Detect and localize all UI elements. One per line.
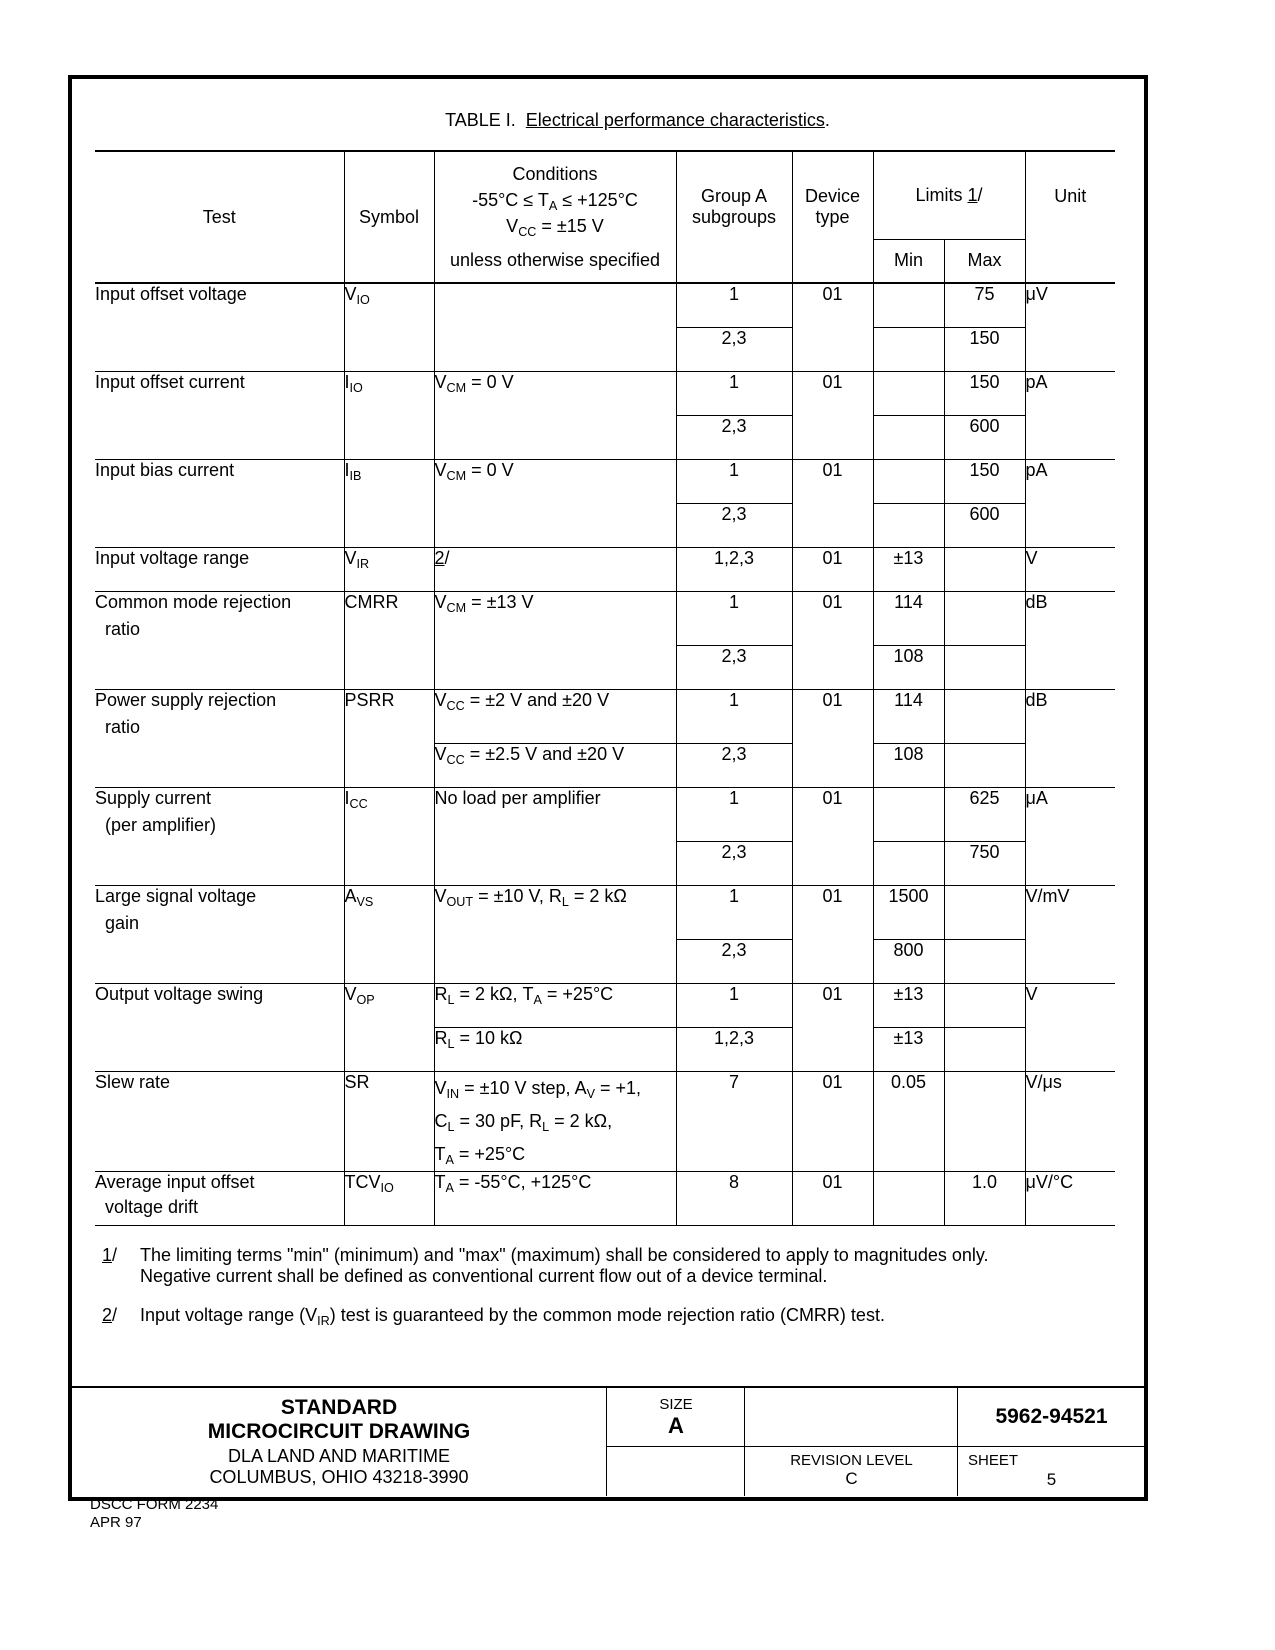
table-row: Common mode rejection ratio CMRR $V_{CM} = \pm 13$ V 1 01 114 dB	[95, 591, 1115, 645]
sheet-number: 5	[1046, 1470, 1057, 1489]
header-unit: Unit	[1025, 151, 1115, 283]
header-conditions-temp: $-55^\circ C \le T_A \le +125^\circ C$	[472, 190, 638, 213]
header-conditions-title: Conditions	[512, 164, 598, 184]
table-row: Power supply rejection ratio PSRR $V_{CC} = \pm 2$ V and ±20 V 1 01 114 dB	[95, 689, 1115, 743]
header-conditions	[434, 151, 676, 283]
title-block	[72, 1386, 1144, 1496]
header-group-a: Group A subgroups	[676, 151, 792, 283]
electrical-characteristics-table: Test Symbol Conditions $-55^\circ C \le T_A \le +125^\circ C$ $V_{CC} = \pm 15$ V unless otherwise specified Group A subgroups Device type Limits 1/ Unit Min Max Input offset voltage $V_{IO}$ 1 01 75 μV 2,3 150 Input offset current $I_{IO}$ $V_{CM} = 0$ V 1 01 150 pA 2,3 600 Input bias current $I_{IB}$ $V_{CM} = 0$ V 1 01 150 pA 2,3 600 Input voltage range $V_{IR}$ 2/ 1,2,3 01 ±13 V Common mode rejection ratio CMRR $V_{CM} = \pm 13$ V 1 01 114 dB 2,3 108 Power supply rejection ratio PSRR $V_{CC} = \pm 2$ V and ±20 V 1 01 114 dB $V_{CC} = \pm 2.5$ V and ±20 V 2,3 108 Supply current (per amplifier) $I_{CC}$ No load per amplifier 1 01 625 μA 2,3 750 Large signal voltage gain $A_{VS}$ $V_{OUT} = \pm 10$ V, $R_L = 2$ kΩ 1 01 1500 V/mV 2,3 800 Output voltage swing $V_{OP}$ $R_L = 2$ kΩ, $T_A = +25^\circ C$ 1 01 ±13 V $R_L = 10$ kΩ 1,2,3 ±13 Slew rate SR $V_{IN} = \pm 10$ V step, $A_V = +1$, $C_L = 30$ pF, $R_L = 2$ kΩ, $T_A = +25^\circ C$ 7 01 0.05 V/μs Average input offset voltage drift $TCV_{IO}$ $T_A = -55^\circ C$, +125°C 8 01 1.0 μV/°C	[95, 150, 1115, 1226]
table-title-period: .	[824, 110, 830, 130]
table-row: Average input offset voltage drift $TCV_{IO}$ $T_A = -55^\circ C$, +125°C 8 01 1.0 μV/°C	[95, 1171, 1115, 1225]
note-2: 2/ Input voltage range $(V_{IR})$ test is guaranteed by the common mode rejection ratio (CMRR) test.	[102, 1305, 885, 1328]
table-number: TABLE I.	[445, 110, 516, 130]
table-row: Slew rate SR $V_{IN} = \pm 10$ V step, $A_V = +1$, $C_L = 30$ pF, $R_L = 2$ kΩ, $T_A = +25^\circ C$ 7 01 0.05 V/μs	[95, 1071, 1115, 1171]
table-row: Input voltage range $V_{IR}$ 2/ 1,2,3 01 ±13 V	[95, 547, 1115, 591]
header-limits: Limits 1/	[873, 151, 1025, 239]
header-conditions-note: unless otherwise specified	[449, 250, 661, 270]
size-box: SIZE A	[607, 1388, 745, 1447]
table-row: Supply current (per amplifier) $I_{CC}$ No load per amplifier 1 01 625 μA	[95, 787, 1115, 841]
header-device-type: Device type	[792, 151, 873, 283]
table-row: Input bias current $I_{IB}$ $V_{CM} = 0$ V 1 01 150 pA	[95, 459, 1115, 503]
header-min: Min	[873, 239, 944, 283]
form-number: DSCC FORM 2234 APR 97	[90, 1496, 219, 1531]
header-row	[95, 151, 1115, 239]
drawing-number: 5962-94521	[958, 1388, 1145, 1447]
table-title: Electrical performance characteristics	[525, 110, 825, 130]
header-max: Max	[944, 239, 1025, 283]
note-1: 1/ The limiting terms "min" (minimum) and "max" (maximum) shall be considered to apply to magnitudes only. Negative current shall be defined as conventional current flow out of a device terminal.	[102, 1245, 989, 1286]
table-row: Output voltage swing $V_{OP}$ $R_L = 2$ kΩ, $T_A = +25^\circ C$ 1 01 ±13 V	[95, 983, 1115, 1027]
header-conditions-vcc: $V_{CC} = \pm 15$ V	[506, 216, 604, 239]
drawing-title: STANDARD MICROCIRCUIT DRAWING DLA LAND AND MARITIME COLUMBUS, OHIO 43218-3990	[207, 1396, 471, 1487]
table-row: Input offset current $I_{IO}$ $V_{CM} = 0$ V 1 01 150 pA	[95, 371, 1115, 415]
table-notes	[102, 1245, 1102, 1344]
sheet-label: SHEET	[968, 1452, 1019, 1469]
header-symbol: Symbol	[344, 151, 434, 283]
revision-level: REVISION LEVEL C	[790, 1452, 913, 1488]
table-caption	[0, 110, 1275, 131]
table-row: Large signal voltage gain $A_{VS}$ $V_{OUT} = \pm 10$ V, $R_L = 2$ kΩ 1 01 1500 V/mV	[95, 885, 1115, 939]
table-row: Input offset voltage $V_{IO}$ 1 01 75 μV	[95, 283, 1115, 327]
header-test: Test	[95, 151, 344, 283]
